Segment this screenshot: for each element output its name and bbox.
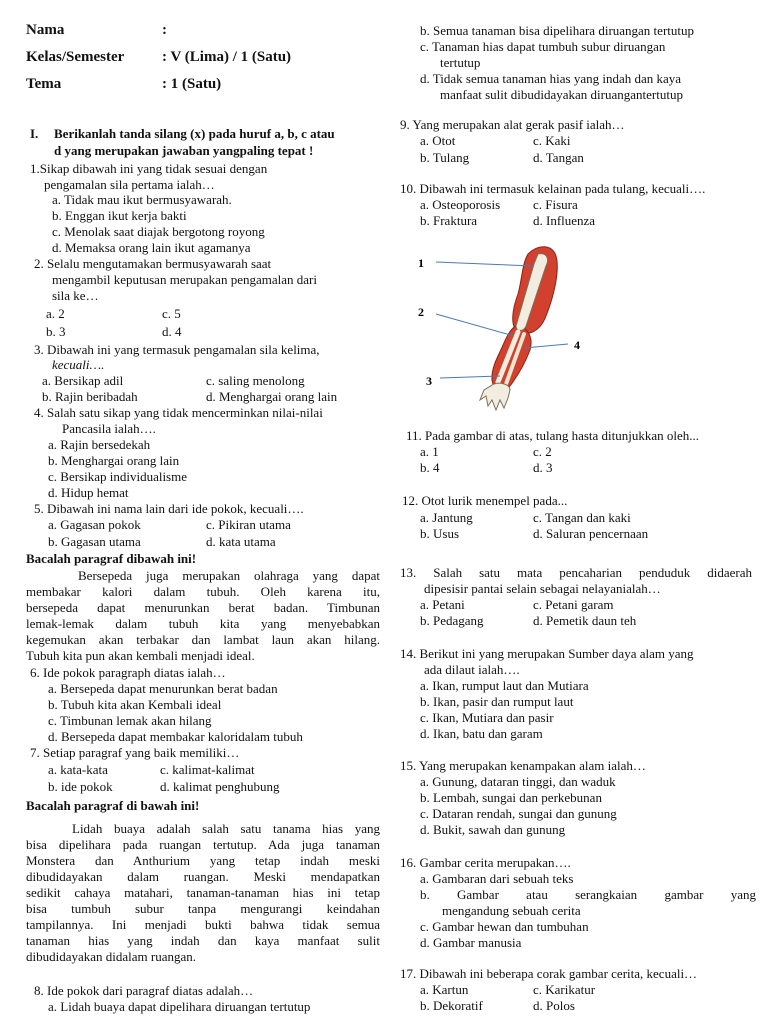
question-text: 15. Yang merupakan kenampakan alam ialah… — [400, 758, 646, 773]
passage-line: bisa dipelihara pada ruangan tertutup. Ada juga tanaman — [26, 837, 380, 852]
question-text: ada dilaut ialah…. — [424, 662, 520, 677]
answer-option[interactable]: c. Petani garam — [533, 597, 614, 612]
passage-line: Tubuh kita pun akan kembali menjadi ideal. — [26, 648, 255, 663]
answer-option[interactable]: d. kalimat penghubung — [160, 779, 280, 794]
answer-option[interactable]: a. Otot — [420, 133, 456, 148]
passage-line: lemak-lemak dalam tubuh kita yang menyebabkan — [26, 616, 380, 631]
arm-bone-muscle-figure — [410, 240, 610, 420]
passage-line: kegemukan akan terbakar dan lambat laun akan hilang. — [26, 632, 380, 647]
question-text: Pancasila ialah…. — [62, 421, 156, 436]
passage-line: bersepeda dapat menurunkan berat badan. Timbunan — [26, 600, 380, 615]
tema-value: : 1 (Satu) — [162, 76, 222, 92]
answer-option[interactable]: d. 3 — [533, 460, 553, 475]
answer-option[interactable]: c. Bersikap individualisme — [48, 469, 188, 484]
nama-colon: : — [162, 22, 167, 38]
figure-label-1: 1 — [418, 256, 424, 270]
answer-option[interactable]: d. Gambar manusia — [420, 935, 522, 950]
answer-option[interactable]: b. Ikan, pasir dan rumput laut — [420, 694, 574, 709]
question-text: 14. Berikut ini yang merupakan Sumber daya alam yang — [400, 646, 694, 661]
passage-line: membakar kalori dalam tubuh. Oleh karena itu, — [26, 584, 380, 599]
question-text: 3. Dibawah ini yang termasuk pengamalan sila kelima, — [34, 342, 320, 357]
pointer-line-2 — [436, 314, 514, 336]
answer-option[interactable]: b. Dekoratif — [420, 998, 483, 1013]
passage-line: bisa tumbuh subur tanpa mengurangi keindahan — [26, 901, 380, 916]
figure-label-4: 4 — [574, 338, 580, 352]
answer-option[interactable]: b. Tubuh kita akan Kembali ideal — [48, 697, 222, 712]
question-text: 16. Gambar cerita merupakan…. — [400, 855, 571, 870]
answer-option[interactable]: c. 5 — [162, 306, 181, 321]
answer-option[interactable]: b. Usus — [420, 526, 460, 541]
answer-option[interactable]: a. Petani — [420, 597, 465, 612]
answer-option[interactable]: b. Semua tanaman bisa dipelihara diruangan tertutup — [420, 23, 694, 38]
answer-option[interactable]: c. Karikatur — [533, 982, 596, 997]
passage-line: tampilannya. Ini menjadi bukti bahwa tidak semua — [26, 917, 380, 932]
question-text: 8. Ide pokok dari paragraf diatas adalah… — [34, 983, 254, 998]
pointer-line-3 — [440, 376, 500, 378]
question-text: 11. Pada gambar di atas, tulang hasta ditunjukkan oleh... — [406, 428, 700, 443]
passage-heading: Bacalah paragraf dibawah ini! — [26, 551, 197, 566]
answer-option[interactable]: b. Menghargai orang lain — [48, 453, 180, 468]
question-text: 9. Yang merupakan alat gerak pasif ialah… — [400, 117, 625, 132]
answer-option[interactable]: d. Hidup hemat — [48, 485, 129, 500]
answer-option[interactable]: b. Lembah, sungai dan perkebunan — [420, 790, 602, 805]
answer-option[interactable]: a. Ikan, rumput laut dan Mutiara — [420, 678, 589, 693]
pointer-line-1 — [436, 262, 534, 266]
answer-option[interactable]: b. ide pokok — [48, 779, 113, 794]
answer-option[interactable]: a. 1 — [420, 444, 439, 459]
instruction-line: d yang merupakan jawaban yangpaling tepat ! — [54, 143, 314, 158]
answer-option[interactable]: d. Influenza — [533, 213, 596, 228]
question-text: kecuali…. — [52, 357, 105, 372]
answer-option[interactable]: d. Pemetik daun teh — [533, 613, 637, 628]
answer-option[interactable]: a. Gagasan pokok — [48, 517, 141, 532]
answer-option-continuation: mengandung sebuah cerita — [442, 903, 581, 918]
answer-option[interactable]: a. 2 — [46, 306, 65, 321]
answer-option-continuation: manfaat sulit dibudidayakan diruangantertutup — [440, 87, 683, 102]
question-text: 13. Salah satu mata pencaharian penduduk didaerah — [400, 565, 752, 580]
kelas-value: : V (Lima) / 1 (Satu) — [162, 49, 292, 65]
answer-option[interactable]: d. Bersepeda dapat membakar kaloridalam tubuh — [48, 729, 303, 744]
question-text: 5. Dibawah ini nama lain dari ide pokok, kecuali…. — [34, 501, 304, 516]
answer-option[interactable]: d. Memaksa orang lain ikut agamanya — [52, 240, 251, 255]
answer-option[interactable]: a. Bersepeda dapat menurunkan berat badan — [48, 681, 278, 696]
answer-option[interactable]: c. Kaki — [533, 133, 571, 148]
answer-option[interactable]: d. Tidak semua tanaman hias yang indah dan kaya — [420, 71, 682, 86]
answer-option[interactable]: c. Dataran rendah, sungai dan gunung — [420, 806, 617, 821]
passage-heading: Bacalah paragraf di bawah ini! — [26, 798, 200, 813]
answer-option[interactable]: c. Ikan, Mutiara dan pasir — [420, 710, 554, 725]
answer-option[interactable]: a. kata-kata — [48, 762, 108, 777]
answer-option[interactable]: c. Menolak saat diajak bergotong royong — [52, 224, 265, 239]
answer-option[interactable]: b. 4 — [420, 460, 440, 475]
answer-option[interactable]: a. Bersikap adil — [42, 373, 124, 388]
answer-option[interactable]: a. Tidak mau ikut bermusyawarah. — [52, 192, 232, 207]
question-text: 17. Dibawah ini beberapa corak gambar cerita, kecuali… — [400, 966, 698, 981]
answer-option[interactable]: c. saling menolong — [206, 373, 305, 388]
passage-line: dibudidayakan didalam ruangan. — [26, 949, 197, 964]
question-text: pengamalan sila pertama ialah… — [44, 177, 215, 192]
answer-option[interactable]: d. Tangan — [533, 150, 584, 165]
answer-option[interactable]: c. 2 — [533, 444, 552, 459]
question-text: 12. Otot lurik menempel pada... — [402, 493, 568, 508]
answer-option[interactable]: c. kalimat-kalimat — [160, 762, 255, 777]
passage-line: Lidah buaya adalah salah satu tanama hias yang — [72, 821, 380, 836]
answer-option[interactable]: b. Tulang — [420, 150, 470, 165]
hand-bones — [480, 383, 510, 410]
answer-option[interactable]: a. Jantung — [420, 510, 473, 525]
answer-option[interactable]: d. Polos — [533, 998, 575, 1013]
question-text: 10. Dibawah ini termasuk kelainan pada tulang, kecuali…. — [400, 181, 706, 196]
answer-option[interactable]: d. kata utama — [206, 534, 276, 549]
answer-option[interactable]: c. Fisura — [533, 197, 578, 212]
question-text: 6. Ide pokok paragraph diatas ialah… — [30, 665, 226, 680]
question-text: dipesisir pantai selain sebagai nelayanialah… — [424, 581, 661, 596]
question-text: sila ke… — [52, 288, 99, 303]
question-text: 1.Sikap dibawah ini yang tidak sesuai dengan — [30, 161, 268, 176]
answer-option[interactable]: d. 4 — [162, 324, 182, 339]
answer-option[interactable]: b. Gagasan utama — [48, 534, 141, 549]
instruction-line: Berikanlah tanda silang (x) pada huruf a, b, c atau — [54, 126, 335, 141]
answer-option[interactable]: a. Gambaran dari sebuah teks — [420, 871, 574, 886]
answer-option[interactable]: d. Ikan, batu dan garam — [420, 726, 543, 741]
answer-option[interactable]: c. Tangan dan kaki — [533, 510, 631, 525]
answer-option[interactable]: b. Rajin beribadah — [42, 389, 138, 404]
answer-option[interactable]: a. Gunung, dataran tinggi, dan waduk — [420, 774, 616, 789]
answer-option[interactable]: a. Lidah buaya dapat dipelihara diruangan tertutup — [48, 999, 311, 1014]
answer-option[interactable]: b. Gambar atau serangkaian gambar yang — [420, 887, 756, 902]
answer-option[interactable]: b. Pedagang — [420, 613, 484, 628]
answer-option[interactable]: a. Kartun — [420, 982, 469, 997]
answer-option[interactable]: a. Rajin bersedekah — [48, 437, 151, 452]
answer-option[interactable]: c. Gambar hewan dan tumbuhan — [420, 919, 589, 934]
question-text: 7. Setiap paragraf yang baik memiliki… — [30, 745, 240, 760]
answer-option[interactable]: b. Fraktura — [420, 213, 478, 228]
answer-option[interactable]: c. Pikiran utama — [206, 517, 291, 532]
passage-line: tanaman hias yang indah dan kaya manfaat sulit — [26, 933, 380, 948]
answer-option[interactable]: d. Bukit, sawah dan gunung — [420, 822, 566, 837]
passage-line: Monstera dan Anthurium yang tetap indah meski — [26, 853, 380, 868]
passage-line: dibudidayakan dalam ruangan. Meski mendapatkan — [26, 869, 380, 884]
question-text: 4. Salah satu sikap yang tidak mencerminkan nilai-nilai — [34, 405, 323, 420]
answer-option-continuation: tertutup — [440, 55, 481, 70]
question-text: mengambil keputusan merupakan pengamalan dari — [52, 272, 317, 287]
answer-option[interactable]: a. Osteoporosis — [420, 197, 501, 212]
tema-label: Tema — [26, 76, 62, 92]
figure-label-2: 2 — [418, 305, 424, 319]
nama-label: Nama — [26, 22, 65, 38]
passage-line: Bersepeda juga merupakan olahraga yang dapat — [78, 568, 380, 583]
answer-option[interactable]: d. Menghargai orang lain — [206, 389, 338, 404]
kelas-label: Kelas/Semester — [26, 49, 125, 65]
passage-line: sedikit cahaya matahari, tanaman-tanaman hias ini tetap — [26, 885, 380, 900]
answer-option[interactable]: c. Timbunan lemak akan hilang — [48, 713, 212, 728]
figure-label-3: 3 — [426, 374, 432, 388]
answer-option[interactable]: d. Saluran pencernaan — [533, 526, 649, 541]
answer-option[interactable]: b. Enggan ikut kerja bakti — [52, 208, 187, 223]
answer-option[interactable]: c. Tanaman hias dapat tumbuh subur diruangan — [420, 39, 666, 54]
question-text: 2. Selalu mengutamakan bermusyawarah saat — [34, 256, 272, 271]
instruction-numeral: I. — [30, 126, 39, 141]
answer-option[interactable]: b. 3 — [46, 324, 66, 339]
